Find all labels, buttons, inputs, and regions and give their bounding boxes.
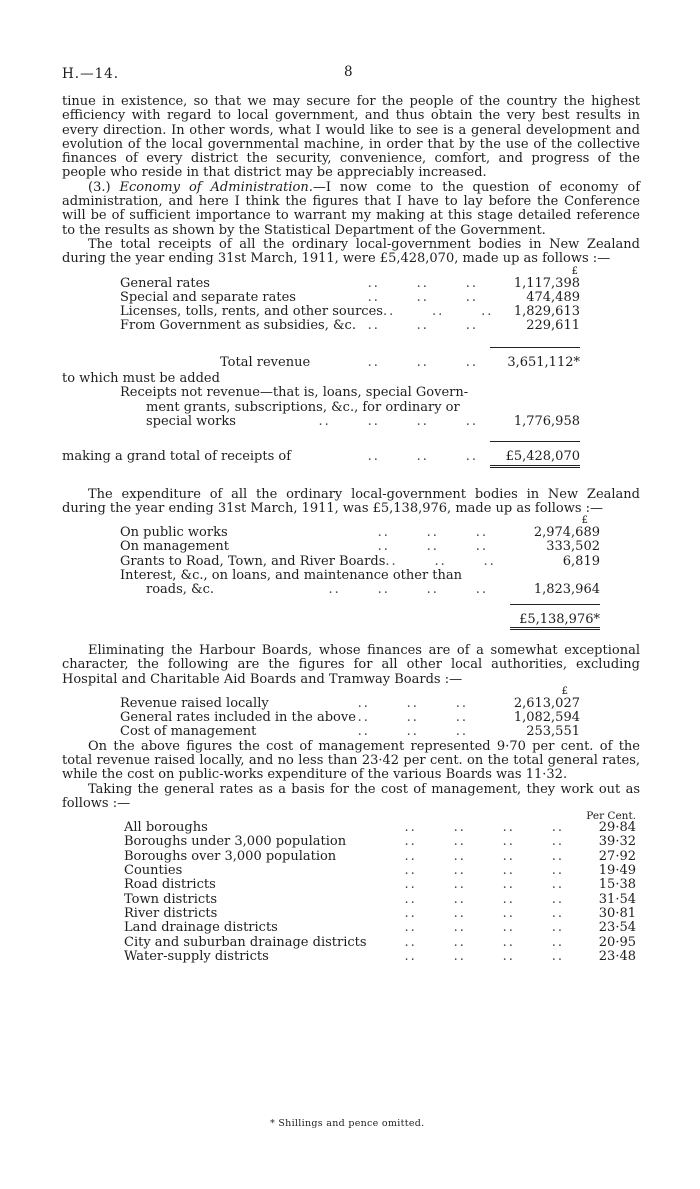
leader-dots: .. .. .. .. — [404, 920, 564, 936]
paragraph-general-rates: Taking the general rates as a basis for the cost of management, they work out as follows :— — [62, 781, 640, 811]
table-row — [124, 921, 636, 935]
table-row — [120, 526, 600, 540]
row-label: Boroughs under 3,000 population — [124, 834, 347, 850]
row-label: Revenue raised locally — [120, 695, 269, 711]
row-value: 6,819 — [562, 553, 600, 569]
row-label: City and suburban drainage districts — [124, 934, 367, 950]
table-row — [120, 725, 580, 739]
row-label: Grants to Road, Town, and River Boards — [120, 553, 386, 569]
row-value: 1,829,613 — [513, 304, 580, 320]
leader-dots: .. .. .. — [367, 449, 478, 465]
row-label: Boroughs over 3,000 population — [124, 848, 337, 864]
table-row — [124, 864, 636, 878]
expenditure-unit: £ — [581, 515, 588, 527]
row-label: On management — [120, 539, 229, 555]
row-value: 2,974,689 — [533, 525, 600, 541]
leader-dots: .. .. .. — [357, 710, 468, 726]
leader-dots: .. .. .. .. — [404, 834, 564, 850]
interest-row — [120, 583, 600, 597]
section-text: —I now come to the question of economy of administration, and here I think the figures that I have to lay before the Conference will be of sufficient importance to warrant my making at this stage detailed reference to the results as shown by the Statistical Department of the Government. — [62, 179, 641, 238]
row-value: 1,082,594 — [513, 710, 580, 726]
paragraph-expenditure-intro: The expenditure of all the ordinary local-government bodies in New Zealand during the year ending 31st March, 1911, was £5,138,976, made up as follows :— — [62, 486, 640, 516]
leader-dots: .. .. .. .. — [318, 413, 478, 429]
local-table — [120, 687, 580, 740]
row-value: 2,613,027 — [513, 695, 580, 711]
table-row — [120, 291, 580, 305]
grand-total-row — [62, 441, 580, 467]
paragraph-harbour: Eliminating the Harbour Boards, whose finances are of a somewhat exceptional character, the following are the figures for all other local authorities, excluding Hospital and Charitable Aid Boards and Tramway Boards :— — [62, 642, 640, 687]
table-row — [120, 697, 580, 711]
table-row — [120, 277, 580, 291]
receipts-total-label: Total revenue — [220, 354, 311, 370]
leader-dots: .. .. .. — [367, 354, 478, 370]
row-value: 229,611 — [526, 318, 580, 334]
footnote: * Shillings and pence omitted. — [270, 1118, 425, 1129]
leader-dots: .. .. .. .. — [404, 891, 564, 907]
row-label: Town districts — [124, 891, 218, 907]
leader-dots: .. .. .. .. — [404, 820, 564, 836]
table-row — [124, 907, 636, 921]
leader-dots: .. .. .. .. — [328, 582, 488, 598]
not-revenue-line-2: ment grants, subscriptions, &c., for ordinary or — [146, 399, 460, 415]
table-row — [124, 835, 636, 849]
table-row — [120, 555, 600, 569]
row-value: 30·81 — [598, 905, 636, 921]
receipts-total-value: 3,651,112* — [490, 347, 580, 370]
table-row — [120, 540, 600, 554]
not-revenue-line-3: special works — [146, 413, 236, 429]
not-revenue-line-1: Receipts not revenue—that is, loans, special Govern- — [120, 385, 469, 401]
row-label: River districts — [124, 905, 218, 921]
row-label: Land drainage districts — [124, 920, 278, 936]
row-label: Counties — [124, 863, 183, 879]
leader-dots: .. .. .. .. — [404, 948, 564, 964]
percent-table — [124, 811, 636, 964]
row-label: General rates included in the above — [120, 710, 356, 726]
table-row — [124, 893, 636, 907]
leader-dots: .. .. .. — [367, 318, 478, 334]
section-heading: Economy of Administration. — [119, 179, 313, 195]
leader-dots: .. .. .. — [357, 695, 468, 711]
row-label: Special and separate rates — [120, 289, 296, 305]
table-row — [124, 821, 636, 835]
row-label: From Government as subsidies, &c. — [120, 318, 356, 334]
row-label: General rates — [120, 275, 210, 291]
paragraph-economy — [62, 181, 640, 238]
paragraph-receipts-intro: The total receipts of all the ordinary local-government bodies in New Zealand during the year ending 31st March, 1911, were £5,428,070, made up as follows :— — [62, 236, 640, 267]
row-value: 1,117,398 — [513, 275, 580, 291]
row-value: 474,489 — [526, 289, 580, 305]
paragraph-management-cost: On the above figures the cost of management represented 9·70 per cent. of the total revenue raised locally, and no less than 23·42 per cent. on the total general rates, while the cost on public-works expenditure of the various Boards was 11·32. — [62, 738, 640, 783]
expenditure-table — [120, 516, 600, 630]
receipts-unit: £ — [571, 265, 578, 277]
page-body — [62, 95, 640, 964]
leader-dots: .. .. .. — [382, 304, 494, 320]
leader-dots: .. .. .. — [377, 539, 488, 555]
row-value: 15·38 — [598, 877, 636, 893]
table-row — [120, 305, 580, 319]
page-number: 8 — [344, 64, 353, 80]
receipts-total-row — [120, 347, 580, 370]
leader-dots: .. .. .. — [385, 553, 496, 569]
interest-line-1: Interest, &c., on loans, and maintenance other than — [120, 568, 463, 584]
row-value: 31·54 — [598, 891, 636, 907]
row-label: On public works — [120, 525, 228, 541]
document-code: H.—14. — [62, 66, 120, 82]
row-value: 27·92 — [598, 848, 636, 864]
leader-dots: .. .. .. — [367, 289, 478, 305]
receipts-table — [120, 267, 580, 370]
table-row — [124, 936, 636, 950]
paragraph-continuation: tinue in existence, so that we may secure for the people of the country the highest efficiency with regard to local government, and thus obtain the very best results in every direction. In other words, what I would like to see is a general development and evolution of the local governmental machine, in order that by the use of the collective finances of every district the security, convenience, comfort, and progress of the people who reside in that district may be appreciably increased. — [62, 94, 640, 181]
row-value: 20·95 — [598, 934, 636, 950]
row-value: 23·54 — [598, 920, 636, 936]
row-label: All boroughs — [124, 820, 208, 836]
not-revenue-block — [120, 386, 580, 429]
leader-dots: .. .. .. .. — [404, 905, 564, 921]
grand-total-label: making a grand total of receipts of — [62, 449, 292, 465]
expenditure-total-value: £5,138,976* — [510, 604, 600, 630]
added-line: to which must be added — [62, 371, 220, 387]
leader-dots: .. .. .. .. — [404, 848, 564, 864]
row-value: 253,551 — [526, 724, 580, 740]
grand-total-value: £5,428,070 — [490, 441, 580, 467]
leader-dots: .. .. .. — [357, 724, 468, 740]
leader-dots: .. .. .. .. — [404, 934, 564, 950]
expenditure-total-row — [120, 604, 600, 630]
row-value: 333,502 — [546, 539, 600, 555]
row-label: Cost of management — [120, 724, 257, 740]
not-revenue-row — [120, 415, 580, 429]
row-value: 19·49 — [598, 863, 636, 879]
table-row — [124, 878, 636, 892]
row-value: 23·48 — [598, 948, 636, 964]
row-value: 39·32 — [598, 834, 636, 850]
table-row — [124, 850, 636, 864]
row-label: Road districts — [124, 877, 216, 893]
table-row — [120, 319, 580, 333]
row-label: Water-supply districts — [124, 948, 269, 964]
leader-dots: .. .. .. .. — [404, 877, 564, 893]
leader-dots: .. .. .. .. — [404, 863, 564, 879]
table-row — [124, 950, 636, 964]
section-number: (3.) — [88, 179, 120, 195]
not-revenue-value: 1,776,958 — [513, 413, 580, 429]
local-unit: £ — [561, 685, 568, 697]
row-label: Licenses, tolls, rents, and other sources — [120, 304, 383, 320]
leader-dots: .. .. .. — [377, 525, 488, 541]
table-row — [120, 711, 580, 725]
interest-line-2: roads, &c. — [146, 582, 215, 598]
percent-unit: Per Cent. — [586, 810, 636, 823]
row-value: 29·84 — [598, 820, 636, 836]
interest-value: 1,823,964 — [533, 582, 600, 598]
leader-dots: .. .. .. — [367, 275, 478, 291]
